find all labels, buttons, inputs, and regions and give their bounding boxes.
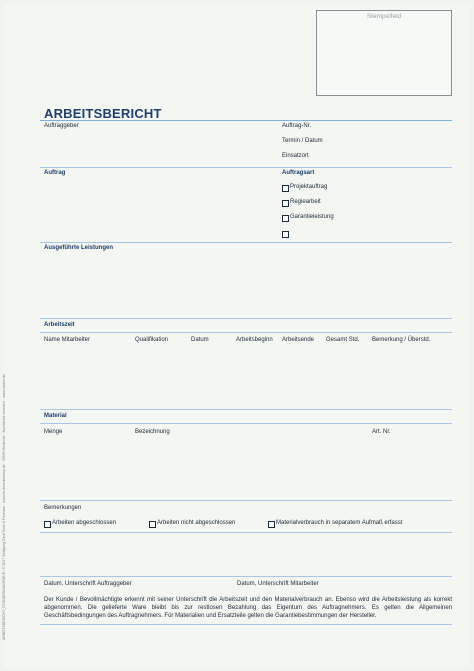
option-garantieleistung: Garantieleistung bbox=[290, 214, 334, 220]
col-name-mitarbeiter: Name Mitarbeiter bbox=[44, 337, 91, 343]
material-heading: Material bbox=[44, 413, 67, 419]
checkbox-garantieleistung[interactable] bbox=[282, 215, 289, 222]
side-imprint: ARBEITSBERICHT_STUNDENNACHWEIS / © 2017 Wolfgang Gent Tools & Formular · www.ihr-formularshop.de · 45699 Herdecke · Nachdruck verboten · www.rapsen.de bbox=[2, 373, 6, 640]
footer-rule bbox=[40, 624, 452, 625]
bemerkungen-label: Bemerkungen bbox=[44, 505, 82, 511]
col-menge: Menge bbox=[44, 429, 63, 435]
col-bezeichnung: Bezeichnung bbox=[135, 429, 170, 435]
auftrag-heading: Auftrag bbox=[44, 170, 66, 176]
termin-datum-label: Termin / Datum bbox=[282, 138, 323, 144]
checkbox-materialverbrauch[interactable] bbox=[268, 521, 275, 528]
section-rule-material bbox=[40, 409, 452, 410]
checkbox-regiearbeit[interactable] bbox=[282, 200, 289, 207]
section-rule-arbeitszeit bbox=[40, 318, 452, 319]
auftraggeber-label: Auftraggeber bbox=[44, 123, 79, 129]
arbeitszeit-sub-rule bbox=[40, 332, 452, 333]
col-art-nr: Art. Nr. bbox=[372, 429, 391, 435]
stamp-field-label: Stempelfeld bbox=[366, 13, 402, 20]
leistungen-heading: Ausgeführte Leistungen bbox=[44, 245, 114, 251]
checkbox-projektauftrag[interactable] bbox=[282, 185, 289, 192]
section-rule-leistungen bbox=[40, 242, 452, 243]
checkbox-arbeiten-nicht-abgeschlossen[interactable] bbox=[149, 521, 156, 528]
form-sheet bbox=[4, 4, 470, 667]
einsatzort-label: Einsatzort bbox=[282, 153, 309, 159]
col-arbeitsbeginn: Arbeitsbeginn bbox=[236, 337, 273, 343]
option-regiearbeit: Regiearbeit bbox=[290, 199, 321, 205]
option-projektauftrag: Projektauftrag bbox=[290, 184, 328, 190]
signature-rule bbox=[40, 576, 452, 577]
legal-footer: Der Kunde / Bevollmächtigte erkennt mit seiner Unterschrift die Arbeitszeit und den Materialverbrauch an. Ebenso wird die Arbeitsleistung als korrekt abgenommen. Die gelieferte Ware bleibt bis zur restlosen Bezahlung das Eigentum des Auftragnehmers. Es gelten die Allgemeinen Geschäftsbedingungen des Auftragnehmers. Für Materialien und Ersatzteile gelten die Garantiebestimmungen der Hersteller. bbox=[44, 597, 452, 619]
signature-employee-label: Datum, Unterschrift Mitarbeiter bbox=[237, 581, 319, 587]
title-rule bbox=[40, 120, 452, 121]
bemerkungen-rule bbox=[40, 532, 452, 533]
col-arbeitsende: Arbeitsende bbox=[282, 337, 315, 343]
arbeitszeit-heading: Arbeitszeit bbox=[44, 322, 75, 328]
check-materialverbrauch: Materialverbrauch in separatem Aufmaß erfasst bbox=[276, 520, 403, 526]
check-arbeiten-nicht-abgeschlossen: Arbeiten nicht abgeschlossen bbox=[157, 520, 236, 526]
check-arbeiten-abgeschlossen: Arbeiten abgeschlossen bbox=[52, 520, 117, 526]
page-title: ARBEITSBERICHT bbox=[44, 106, 162, 121]
section-rule-bemerkungen bbox=[40, 500, 452, 501]
stamp-field[interactable] bbox=[316, 10, 452, 96]
col-datum: Datum bbox=[191, 337, 209, 343]
col-qualifikation: Qualifikation bbox=[135, 337, 169, 343]
signature-client-label: Datum, Unterschrift Auftraggeber bbox=[44, 581, 132, 587]
auftrag-nr-label: Auftrag-Nr. bbox=[282, 123, 312, 129]
checkbox-arbeiten-abgeschlossen[interactable] bbox=[44, 521, 51, 528]
col-bemerkung-ueberstd: Bemerkung / Überstd. bbox=[372, 337, 431, 343]
section-rule-auftrag bbox=[40, 167, 452, 168]
material-sub-rule bbox=[40, 423, 452, 424]
checkbox-other[interactable] bbox=[282, 231, 289, 238]
auftragsart-heading: Auftragsart bbox=[282, 170, 315, 176]
col-gesamt-std: Gesamt Std. bbox=[326, 337, 360, 343]
